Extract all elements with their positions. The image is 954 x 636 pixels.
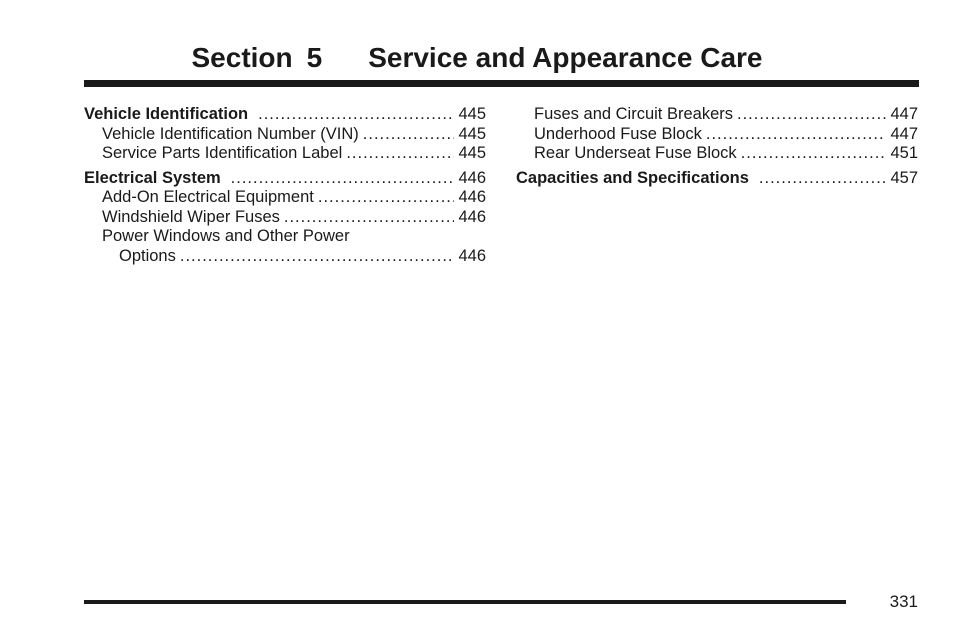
toc-entry-vin[interactable] (84, 125, 486, 145)
toc-entry-rear-underseat-fuse-block[interactable] (516, 144, 918, 164)
dot-leader (318, 188, 455, 208)
toc-entry-label: Vehicle Identification (84, 105, 249, 123)
toc-entry-service-parts-label[interactable] (84, 144, 486, 164)
section-title: Service and Appearance Care (368, 42, 763, 73)
dot-leader (346, 144, 454, 164)
toc-entry-power-windows-options[interactable] (84, 247, 486, 267)
toc-entry-label: Rear Underseat Fuse Block (534, 144, 737, 162)
toc-entry-label: Add-On Electrical Equipment (102, 188, 314, 206)
dot-leader (284, 208, 455, 228)
section-number: 5 (306, 42, 323, 73)
toc-entry-electrical-system[interactable] (84, 169, 486, 189)
toc-entry-page: 457 (890, 168, 918, 187)
toc-entry-page: 447 (890, 124, 918, 143)
dot-leader (759, 169, 887, 189)
toc-entry-page: 446 (458, 168, 486, 187)
toc-entry-page: 451 (890, 144, 918, 162)
toc-entry-label: Windshield Wiper Fuses (102, 207, 280, 226)
page-number: 331 (889, 592, 918, 611)
toc-entry-power-windows-line1[interactable]: Power Windows and Other Power (102, 227, 350, 245)
dot-leader (258, 105, 454, 125)
toc-column-left (84, 105, 486, 266)
toc-entry-capacities-specifications[interactable] (516, 169, 918, 189)
dot-leader (180, 247, 455, 267)
toc-entry-windshield-wiper-fuses[interactable] (84, 208, 486, 228)
toc-entry-label: Vehicle Identification Number (VIN) (102, 124, 359, 143)
toc-entry-label: Options (119, 246, 176, 265)
footer-rule (84, 600, 846, 604)
toc-entry-page: 447 (890, 105, 918, 123)
toc-entry-label: Capacities and Specifications (516, 168, 749, 187)
toc-entry-vehicle-identification[interactable] (84, 105, 486, 125)
toc-entry-label: Underhood Fuse Block (534, 124, 702, 143)
dot-leader (706, 125, 887, 145)
toc-entry-page: 445 (458, 105, 486, 123)
toc-entry-label: Service Parts Identification Label (102, 144, 343, 162)
dot-leader (737, 105, 886, 125)
dot-leader (741, 144, 887, 164)
section-heading (0, 40, 954, 76)
toc-entry-fuses-circuit-breakers[interactable] (516, 105, 918, 125)
dot-leader (231, 169, 455, 189)
section-word: Section (191, 42, 293, 73)
toc-entry-label: Electrical System (84, 168, 221, 187)
toc-column-right (516, 105, 918, 188)
toc-entry-page: 445 (458, 124, 486, 143)
toc-entry-page: 446 (458, 188, 486, 206)
dot-leader (363, 125, 455, 145)
toc-entry-page: 445 (458, 144, 486, 162)
toc-entry-label: Fuses and Circuit Breakers (534, 105, 733, 123)
toc-entry-add-on-electrical[interactable] (84, 188, 486, 208)
toc-entry-page: 446 (458, 207, 486, 226)
header-rule (84, 80, 919, 87)
toc-entry-page: 446 (458, 246, 486, 265)
toc-entry-underhood-fuse-block[interactable] (516, 125, 918, 145)
